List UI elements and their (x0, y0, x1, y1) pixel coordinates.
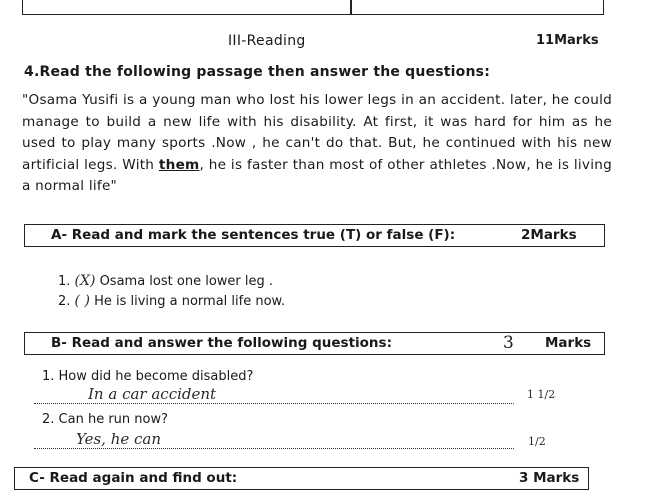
part-a-header (24, 224, 605, 247)
part-b-answer-2[interactable]: Yes, he can (76, 430, 162, 448)
answer-line-2 (34, 448, 514, 449)
section-title: III-Reading (228, 33, 306, 49)
answer-line-1 (34, 403, 514, 404)
item-answer[interactable]: (X) (74, 273, 96, 289)
item-answer[interactable]: ( ) (74, 293, 90, 309)
part-b-label: B- Read and answer the following questions: (51, 335, 392, 351)
passage-text-end: , he is faster than most of other athletes .Now, he is living a normal life" (22, 156, 612, 194)
part-b-question-2: 2. Can he run now? (42, 412, 169, 427)
top-table-frame (22, 0, 604, 15)
reading-passage (22, 90, 612, 198)
section-marks: 11Marks (536, 33, 599, 48)
part-c-label: C- Read again and find out: (29, 470, 238, 486)
part-b-answer-1[interactable]: In a car accident (88, 385, 217, 403)
part-a-marks: 2Marks (521, 227, 577, 243)
part-b-header (24, 332, 605, 355)
part-c-marks: 3 Marks (519, 470, 580, 486)
item-text: He is living a normal life now. (94, 294, 286, 309)
part-a-item-2 (58, 293, 285, 309)
question-title: 4.Read the following passage then answer the questions: (24, 64, 490, 80)
part-b-question-1: 1. How did he become disabled? (42, 369, 254, 384)
top-table-divider (350, 0, 352, 14)
item-number: 1. (58, 274, 71, 289)
part-a-label: A- Read and mark the sentences true (T) or false (F): (51, 227, 456, 243)
part-b-marks: Marks (545, 335, 592, 351)
part-c-header (14, 467, 589, 490)
part-b-score: 3 (503, 333, 514, 353)
passage-text: "Osama Yusifi is a young man who lost his lower legs in an accident. later, he could manage to build a new life with his disability. At first, it was hard for him as he used to play many sports .Now , he can't do that. But, he continued with his new artificial legs. With (22, 92, 612, 173)
passage-underlined-word: them (158, 156, 200, 173)
part-b-score-1: 1 1/2 (527, 388, 556, 401)
part-b-score-2: 1/2 (528, 435, 546, 448)
part-a-item-1 (58, 273, 273, 289)
item-text: Osama lost one lower leg . (99, 274, 274, 289)
item-number: 2. (58, 294, 71, 309)
